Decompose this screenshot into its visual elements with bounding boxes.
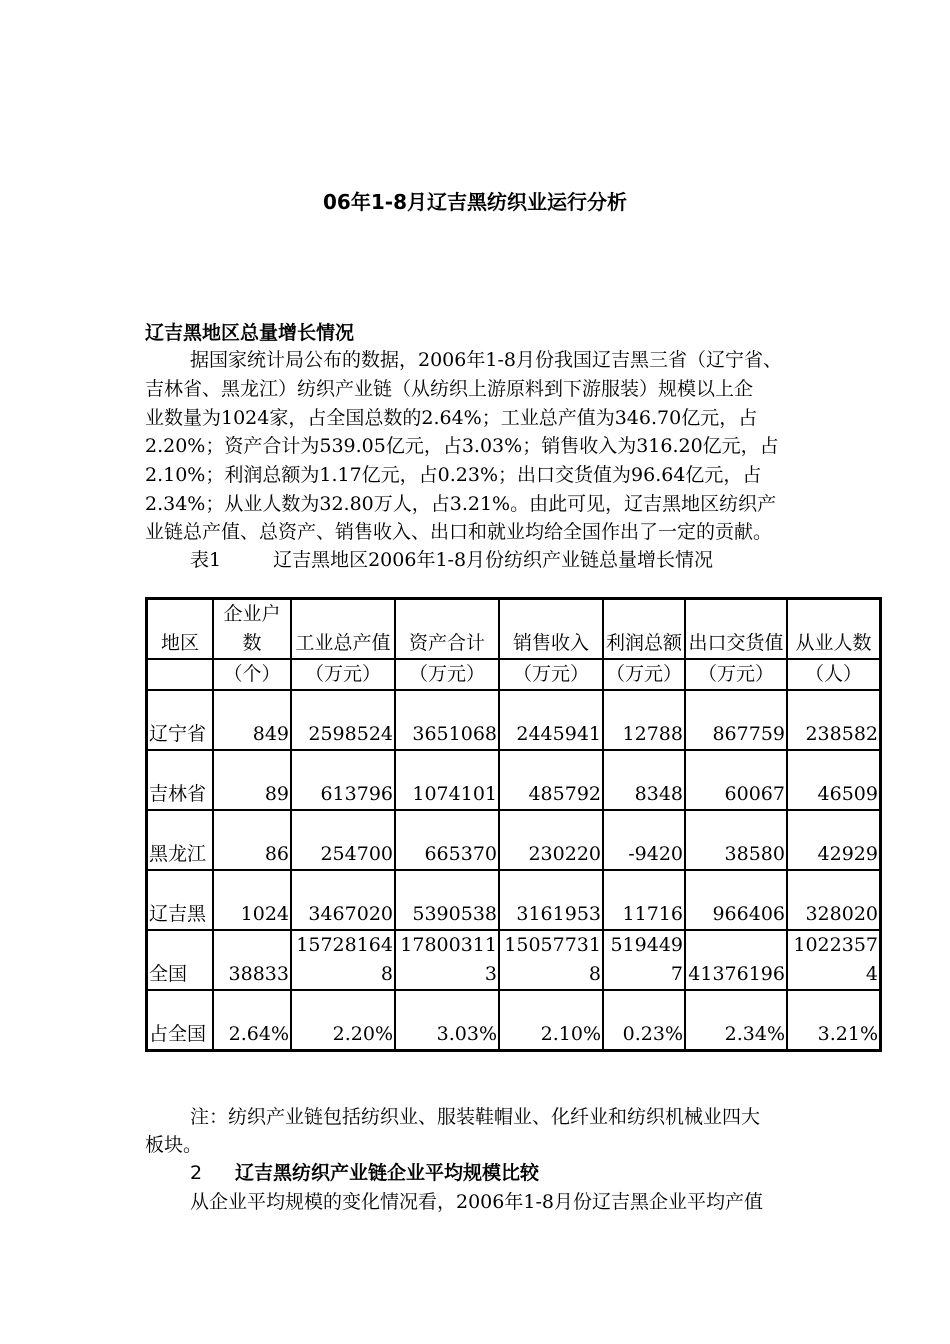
table-cell: 41376196	[685, 930, 787, 990]
table-cell: 2445941	[499, 690, 603, 750]
table-row	[147, 750, 880, 810]
table-cell: 665370	[395, 810, 499, 870]
table-caption-label: 表1	[190, 549, 222, 571]
table-cell: 3.03%	[395, 990, 499, 1050]
table-cell: 1074101	[395, 750, 499, 810]
table-caption	[190, 546, 713, 574]
table-cell: 3651068	[395, 690, 499, 750]
unit-cell: （万元）	[603, 659, 685, 690]
table-cell: 89	[213, 750, 291, 810]
table-cell: 2.20%	[291, 990, 395, 1050]
table-cell: 2598524	[291, 690, 395, 750]
data-table	[145, 597, 882, 1052]
table-cell: 867759	[685, 690, 787, 750]
paragraph-line: 业数量为1024家，占全国总数的2.64%；工业总产值为346.70亿元，占	[145, 407, 758, 429]
table-cell: 2.34%	[685, 990, 787, 1050]
table-cell: 38580	[685, 810, 787, 870]
table-row	[147, 690, 880, 750]
table-cell: 178003113	[395, 930, 499, 990]
document-title: 06年1-8月辽吉黑纺织业运行分析	[323, 190, 627, 214]
paragraph-line: 从企业平均规模的变化情况看，2006年1-8月份辽吉黑企业平均产值	[190, 1191, 763, 1213]
table-cell: 5194497	[603, 930, 685, 990]
section-title: 辽吉黑纺织产业链企业平均规模比较	[235, 1162, 540, 1184]
table-cell: 2.64%	[213, 990, 291, 1050]
header-cell: 资产合计	[395, 599, 499, 659]
table-cell: 328020	[787, 870, 880, 930]
unit-cell: （万元）	[499, 659, 603, 690]
table-cell: 150577318	[499, 930, 603, 990]
header-cell: 从业人数	[787, 599, 880, 659]
paragraph-line: 据国家统计局公布的数据，2006年1-8月份我国辽吉黑三省（辽宁省、	[190, 349, 782, 371]
unit-cell	[147, 659, 213, 690]
table-cell: 3161953	[499, 870, 603, 930]
table-cell: 11716	[603, 870, 685, 930]
table-row	[147, 870, 880, 930]
table-cell: 230220	[499, 810, 603, 870]
section-heading: 辽吉黑地区总量增长情况	[145, 322, 355, 344]
unit-cell: （万元）	[291, 659, 395, 690]
paragraph-line: 2.34%；从业人数为32.80万人，占3.21%。由此可见，辽吉黑地区纺织产	[145, 493, 777, 515]
table-cell: 2.10%	[499, 990, 603, 1050]
table-cell: 157281648	[291, 930, 395, 990]
paragraph-line: 业链总产值、总资产、销售收入、出口和就业均给全国作出了一定的贡献。	[145, 521, 773, 543]
section-heading	[190, 1159, 539, 1187]
region-cell: 黑龙江	[147, 810, 213, 870]
table-note: 注：纺织产业链包括纺织业、服装鞋帽业、化纤业和纺织机械业四大	[190, 1106, 761, 1128]
table-cell: 10223574	[787, 930, 880, 990]
table-cell: 42929	[787, 810, 880, 870]
table-cell: 613796	[291, 750, 395, 810]
table-cell: 38833	[213, 930, 291, 990]
table-row	[147, 810, 880, 870]
table-cell: 966406	[685, 870, 787, 930]
unit-cell: （人）	[787, 659, 880, 690]
region-cell: 全国	[147, 930, 213, 990]
table-note-continuation: 板块。	[145, 1134, 203, 1156]
header-cell: 销售收入	[499, 599, 603, 659]
paragraph-line: 2.10%；利润总额为1.17亿元，占0.23%；出口交货值为96.64亿元，占	[145, 464, 762, 486]
table-row	[147, 930, 880, 990]
unit-cell: （万元）	[685, 659, 787, 690]
table-cell: 5390538	[395, 870, 499, 930]
table-cell: 12788	[603, 690, 685, 750]
table-cell: 3.21%	[787, 990, 880, 1050]
paragraph-line: 吉林省、黑龙江）纺织产业链（从纺织上游原料到下游服装）规模以上企	[145, 378, 754, 400]
header-cell: 出口交货值	[685, 599, 787, 659]
table-cell: -9420	[603, 810, 685, 870]
paragraph-line: 2.20%；资产合计为539.05亿元，占3.03%；销售收入为316.20亿元，占	[145, 435, 779, 457]
table-cell: 0.23%	[603, 990, 685, 1050]
table-header-row	[147, 599, 880, 659]
table-cell: 46509	[787, 750, 880, 810]
table-row	[147, 990, 880, 1050]
table-cell: 1024	[213, 870, 291, 930]
table-cell: 3467020	[291, 870, 395, 930]
table-cell: 238582	[787, 690, 880, 750]
table-cell: 849	[213, 690, 291, 750]
region-cell: 占全国	[147, 990, 213, 1050]
table-cell: 60067	[685, 750, 787, 810]
unit-cell: （万元）	[395, 659, 499, 690]
table-cell: 8348	[603, 750, 685, 810]
table-cell: 86	[213, 810, 291, 870]
section-number: 2	[190, 1162, 203, 1184]
region-cell: 辽宁省	[147, 690, 213, 750]
table-caption-text: 辽吉黑地区2006年1-8月份纺织产业链总量增长情况	[273, 549, 714, 571]
header-cell: 工业总产值	[291, 599, 395, 659]
region-cell: 辽吉黑	[147, 870, 213, 930]
table-units-row	[147, 659, 880, 690]
region-cell: 吉林省	[147, 750, 213, 810]
table-cell: 254700	[291, 810, 395, 870]
header-cell: 企业户数	[213, 599, 291, 659]
unit-cell: （个）	[213, 659, 291, 690]
header-cell: 地区	[147, 599, 213, 659]
table-cell: 485792	[499, 750, 603, 810]
header-cell: 利润总额	[603, 599, 685, 659]
